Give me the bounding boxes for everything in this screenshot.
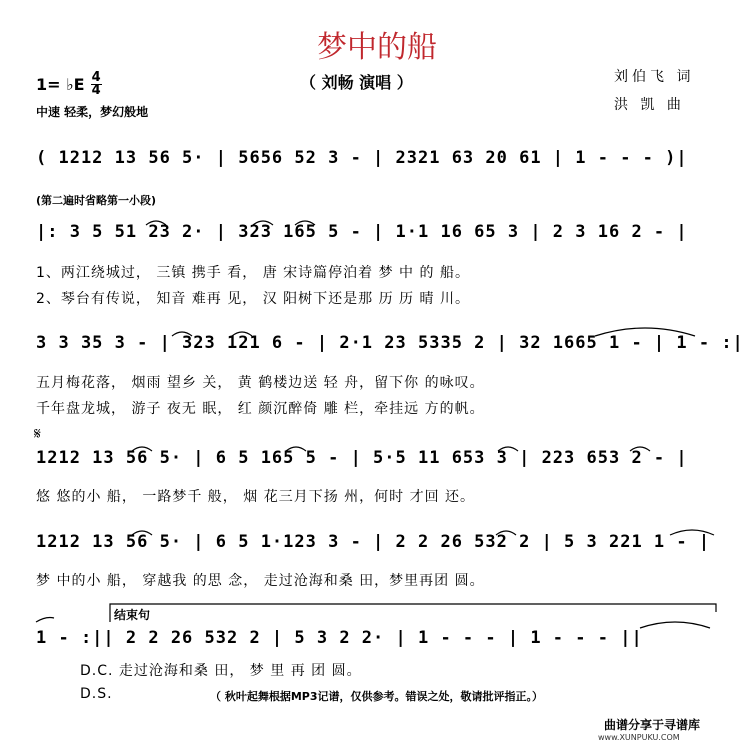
slur [630, 447, 650, 451]
tempo-marking: 中速 轻柔，梦幻般地 [36, 105, 149, 119]
lyric-line-5: 悠 悠的小 船， 一路梦千 般， 烟 花三月下扬 州，何时 才回 还。 [36, 489, 476, 505]
lyric-line-1: 1、两江绕城过， 三镇 携手 看， 唐 宋诗篇停泊着 梦 中 的 船。 [36, 265, 470, 281]
slur [295, 221, 315, 225]
slur [498, 447, 518, 451]
footnote: （ 秋叶起舞根据MP3记谱，仅供参考。错误之处，敬请批评指正。） [210, 690, 543, 703]
lyric-line-6: 梦 中的小 船， 穿越我 的思 念， 走过沧海和桑 田，梦里再团 圆。 [36, 573, 485, 589]
ds-label: D.S. [80, 686, 113, 702]
notation-row-1: ( 1212 13 56 5· | 5656 52 3 - | 2321 63 20 61 | 1 - - - )| [36, 148, 688, 168]
watermark-text: 曲谱分享于寻谱库 [604, 718, 701, 732]
slur [496, 531, 516, 535]
ending-label: 结束句 [114, 608, 151, 622]
singer-credit: （ 刘畅 演唱 ） [300, 73, 413, 92]
slur [146, 221, 166, 225]
slur [232, 332, 252, 336]
lyric-line-4: 千年盘龙城， 游子 夜无 眠， 红 颜沉醉倚 雕 栏，牵挂远 方的帆。 [36, 401, 485, 417]
lyric-line-2: 2、琴台有传说， 知音 难再 见， 汉 阳树下还是那 历 历 晴 川。 [36, 291, 470, 307]
slur [132, 447, 152, 451]
lyricist-credit: 刘伯飞 词 [614, 69, 695, 85]
tie-left [36, 618, 54, 623]
slur [286, 447, 306, 451]
slur [640, 622, 710, 628]
time-denominator: 4 [91, 83, 101, 98]
notation-row-6: 1 - :|| 2 2 26 532 2 | 5 3 2 2· | 1 - - - | 1 - - - || [36, 628, 643, 648]
lyric-line-7: D.C. 走过沧海和桑 田， 梦 里 再 团 圆。 [80, 663, 362, 679]
composer-credit: 洪 凯 曲 [614, 97, 685, 113]
slur [132, 531, 152, 535]
key-label: 1= ♭E [36, 75, 85, 94]
ending-bracket [110, 604, 716, 622]
notation-row-4: 1212 13 56 5· | 6 5 165 5 - | 5·5 11 653 3 | 223 653 2 - | [36, 448, 688, 468]
notation-row-2: |: 3 5 51 23 2· | 323 165 5 - | 1·1 16 65 3 | 2 3 16 2 - | [36, 222, 688, 242]
second-pass-note: (第二遍时省略第一小段) [36, 194, 157, 207]
notation-row-5: 1212 13 56 5· | 6 5 1·123 3 - | 2 2 26 532 2 | 5 3 221 1 - | [36, 532, 711, 552]
song-title: 梦中的船 [317, 30, 437, 65]
lyric-line-3: 五月梅花落， 烟雨 望乡 关， 黄 鹤楼边送 轻 舟，留下你 的咏叹。 [36, 375, 485, 391]
slur [253, 221, 273, 225]
segno-sign: 𝄋 [34, 424, 41, 443]
slur [670, 530, 714, 535]
slur [595, 328, 695, 336]
time-numerator: 4 [91, 70, 101, 85]
slur [172, 332, 192, 336]
watermark-url: www.XUNPUKU.COM [598, 733, 680, 742]
notation-row-3: 3 3 35 3 - | 323 121 6 - | 2·1 23 5335 2 | 32 1665 1 - | 1 - :| [36, 333, 744, 353]
